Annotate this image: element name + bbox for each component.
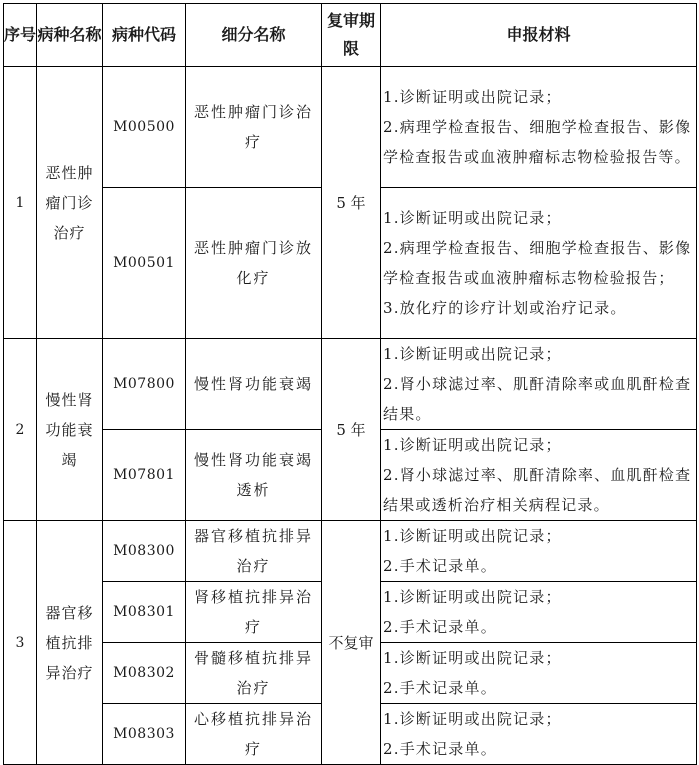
header-seq: 序号 bbox=[4, 4, 37, 67]
materials-cell bbox=[381, 67, 697, 188]
group-disease-name: 慢性肾功能衰竭 bbox=[37, 339, 103, 521]
materials-cell bbox=[381, 188, 697, 339]
header-sub-name: 细分名称 bbox=[186, 4, 322, 67]
sub-name: 骨髓移植抗排异治疗 bbox=[186, 643, 322, 704]
materials-cell bbox=[381, 339, 697, 430]
material-line: 1.诊断证明或出院记录； bbox=[383, 710, 562, 728]
material-line: 2.手术记录单。 bbox=[383, 618, 497, 636]
material-line: 1.诊断证明或出院记录； bbox=[383, 88, 562, 106]
table-row bbox=[4, 67, 697, 188]
group-disease-name: 恶性肿瘤门诊治疗 bbox=[37, 67, 103, 339]
review-period: 5 年 bbox=[322, 67, 381, 339]
material-line: 2.肾小球滤过率、肌酐清除率或血肌酐检查结果。 bbox=[383, 375, 692, 423]
materials-cell bbox=[381, 704, 697, 765]
sub-name: 慢性肾功能衰竭 bbox=[186, 339, 322, 430]
disease-code: M08301 bbox=[103, 582, 186, 643]
review-period: 5 年 bbox=[322, 339, 381, 521]
disease-code: M08302 bbox=[103, 643, 186, 704]
material-line: 2.肾小球滤过率、肌酐清除率、血肌酐检查结果或透析治疗相关病程记录。 bbox=[383, 466, 692, 514]
group-seq: 3 bbox=[4, 521, 37, 765]
material-line: 1.诊断证明或出院记录； bbox=[383, 588, 562, 606]
sub-name: 肾移植抗排异治疗 bbox=[186, 582, 322, 643]
sub-name: 心移植抗排异治疗 bbox=[186, 704, 322, 765]
header-disease-name: 病种名称 bbox=[37, 4, 103, 67]
material-line: 3.放化疗的诊疗计划或治疗记录。 bbox=[383, 299, 627, 317]
group-seq: 1 bbox=[4, 67, 37, 339]
group-disease-name: 器官移植抗排异治疗 bbox=[37, 521, 103, 765]
table-row bbox=[4, 339, 697, 430]
disease-code: M08303 bbox=[103, 704, 186, 765]
sub-name: 器官移植抗排异治疗 bbox=[186, 521, 322, 582]
header-review-period: 复审期限 bbox=[322, 4, 381, 67]
material-line: 1.诊断证明或出院记录； bbox=[383, 436, 562, 454]
material-line: 2.病理学检查报告、细胞学检查报告、影像学检查报告或血液肿瘤标志物检验报告等。 bbox=[383, 118, 692, 166]
material-line: 1.诊断证明或出院记录； bbox=[383, 345, 562, 363]
materials-cell bbox=[381, 430, 697, 521]
materials-cell bbox=[381, 582, 697, 643]
disease-code: M07800 bbox=[103, 339, 186, 430]
review-period: 不复审 bbox=[322, 521, 381, 765]
materials-cell bbox=[381, 643, 697, 704]
group-seq: 2 bbox=[4, 339, 37, 521]
material-line: 2.病理学检查报告、细胞学检查报告、影像学检查报告或血液肿瘤标志物检验报告； bbox=[383, 239, 692, 287]
materials-cell bbox=[381, 521, 697, 582]
material-line: 2.手术记录单。 bbox=[383, 679, 497, 697]
disease-code: M07801 bbox=[103, 430, 186, 521]
material-line: 1.诊断证明或出院记录； bbox=[383, 209, 562, 227]
header-row bbox=[4, 4, 697, 67]
sub-name: 慢性肾功能衰竭透析 bbox=[186, 430, 322, 521]
disease-review-table bbox=[3, 3, 697, 765]
sub-name: 恶性肿瘤门诊放化疗 bbox=[186, 188, 322, 339]
header-disease-code: 病种代码 bbox=[103, 4, 186, 67]
sub-name: 恶性肿瘤门诊治疗 bbox=[186, 67, 322, 188]
material-line: 2.手术记录单。 bbox=[383, 740, 497, 758]
material-line: 2.手术记录单。 bbox=[383, 557, 497, 575]
material-line: 1.诊断证明或出院记录； bbox=[383, 527, 562, 545]
disease-code: M00501 bbox=[103, 188, 186, 339]
disease-code: M08300 bbox=[103, 521, 186, 582]
material-line: 1.诊断证明或出院记录； bbox=[383, 649, 562, 667]
table-row bbox=[4, 521, 697, 582]
disease-code: M00500 bbox=[103, 67, 186, 188]
header-materials: 申报材料 bbox=[381, 4, 697, 67]
